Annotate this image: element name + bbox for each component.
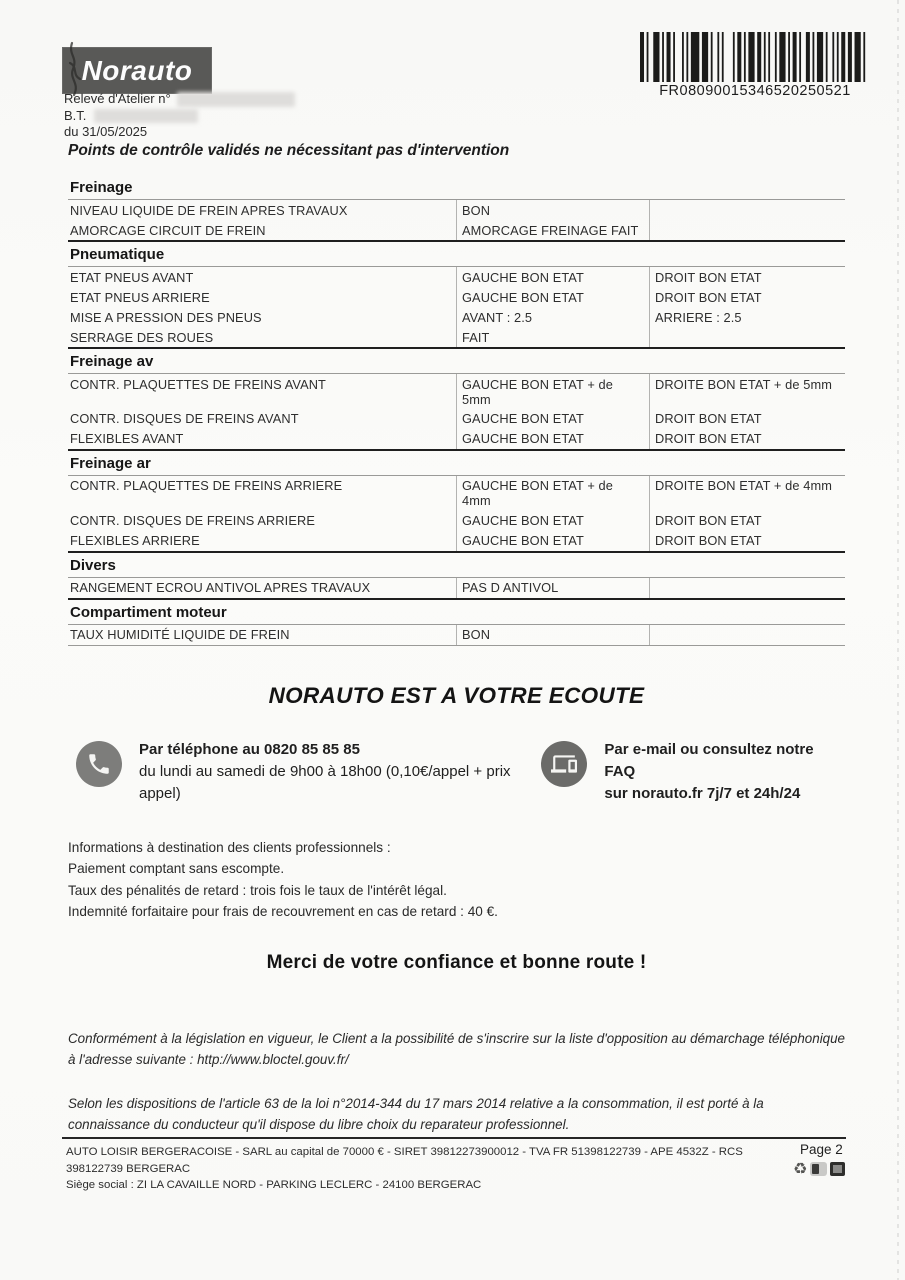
check-label: FLEXIBLES AVANT [70, 431, 184, 447]
section-title: Freinage av [70, 352, 154, 370]
company-address-line: Siège social : ZI LA CAVAILLE NORD - PARKING LECLERC - 24100 BERGERAC [66, 1179, 482, 1191]
devices-icon [541, 741, 587, 787]
check-label: RANGEMENT ECROU ANTIVOL APRES TRAVAUX [70, 580, 371, 596]
check-value-left: BON [456, 200, 649, 220]
check-value-right: DROITE BON ETAT + de 4mm [649, 476, 845, 511]
check-value-left: AVANT : 2.5 [456, 307, 649, 327]
thank-you-message: Merci de votre confiance et bonne route ! [266, 951, 647, 973]
contact-row [68, 739, 845, 805]
releve-label: Relevé d'Atelier n° [64, 91, 171, 106]
table-row [68, 287, 845, 307]
table-row [68, 374, 845, 409]
email-line2: sur norauto.fr 7j/7 et 24h/24 [604, 784, 801, 802]
laptop-phone-glyph [551, 751, 577, 777]
company-footer [66, 1144, 766, 1194]
table-row [68, 625, 845, 645]
listening-heading: NORAUTO EST A VOTRE ECOUTE [268, 682, 645, 708]
section-rows [68, 475, 845, 551]
legal-repair-choice: Selon les dispositions de l'article 63 de la loi n°2014-344 du 17 mars 2014 relative a la consommation, il est porté à la connaissance du conducteur qu'il dispose du libre choix du reparateur professionnel. [68, 1096, 764, 1132]
check-value-right [649, 200, 845, 220]
section-rows [68, 373, 845, 449]
table-row [68, 511, 845, 531]
phone-handset-glyph [86, 751, 112, 777]
check-value-right: DROIT BON ETAT [649, 429, 845, 449]
check-value-right [649, 327, 845, 347]
check-value-left: GAUCHE BON ETAT + de 4mm [456, 476, 649, 511]
table-row [68, 429, 845, 449]
check-value-left: GAUCHE BON ETAT [456, 287, 649, 307]
redacted-releve-number [177, 92, 295, 107]
check-value-left: GAUCHE BON ETAT [456, 429, 649, 449]
bt-line [64, 108, 295, 125]
control-sections [68, 175, 845, 646]
recycle-icon: ♻ [793, 1159, 808, 1178]
page-title: Points de contrôle validés ne nécessitant pas d'intervention [68, 142, 510, 159]
phone-contact [76, 739, 541, 805]
document-meta [64, 91, 295, 141]
section-title: Freinage ar [70, 454, 151, 472]
section-rows [68, 624, 845, 645]
table-row [68, 327, 845, 347]
table-row [68, 200, 845, 220]
table-row [68, 578, 845, 598]
barcode-bars [640, 32, 870, 82]
section-title: Compartiment moteur [70, 603, 227, 621]
phone-icon [76, 741, 122, 787]
pro-info-line: Indemnité forfaitaire pour frais de recouvrement en cas de retard : 40 €. [68, 904, 498, 920]
check-value-right: DROIT BON ETAT [649, 409, 845, 429]
table-row [68, 307, 845, 327]
pro-info-line: Taux des pénalités de retard : trois fois le taux de l'intérêt légal. [68, 882, 447, 898]
section-rows [68, 577, 845, 598]
scan-artifact [897, 0, 899, 1280]
check-label: CONTR. PLAQUETTES DE FREINS ARRIERE [70, 478, 343, 494]
redacted-bt-number [94, 109, 198, 123]
section-title: Divers [70, 556, 116, 574]
email-line1: Par e-mail ou consultez notre FAQ [604, 740, 814, 780]
check-value-right: DROIT BON ETAT [649, 511, 845, 531]
pro-info-line: Informations à destination des clients professionnels : [68, 839, 391, 855]
pro-info-line: Paiement comptant sans escompte. [68, 861, 285, 877]
check-label: SERRAGE DES ROUES [70, 329, 214, 345]
table-row [68, 531, 845, 551]
section-title: Pneumatique [70, 245, 165, 263]
check-value-left: FAIT [456, 327, 649, 347]
control-section [68, 451, 845, 553]
check-value-right: DROIT BON ETAT [649, 267, 845, 287]
check-value-right [649, 625, 845, 645]
legal-bloctel: Conformément à la législation en vigueur, le Client a la possibilité de s'inscrire sur la liste d'opposition au démarchage téléphonique à l'adresse suivante : http://www.bloctel.gouv.fr/ [68, 1031, 846, 1067]
control-section [68, 175, 845, 242]
check-label: FLEXIBLES ARRIERE [70, 533, 200, 549]
norauto-logo [62, 47, 212, 94]
check-label: ETAT PNEUS ARRIERE [70, 289, 210, 305]
table-row [68, 220, 845, 240]
releve-line [64, 91, 295, 108]
check-value-right: ARRIERE : 2.5 [649, 307, 845, 327]
company-legal-line: AUTO LOISIR BERGERACOISE - SARL au capital de 70000 € - SIRET 39812273900012 - TVA FR 51398122739 - APE 4532Z - RCS 398122739 BERGERAC [66, 1146, 743, 1175]
control-section [68, 600, 845, 646]
section-rows [68, 199, 845, 240]
professional-clients-info [68, 837, 845, 923]
phone-line1: Par téléphone au 0820 85 85 85 [139, 740, 360, 758]
check-value-right: DROIT BON ETAT [649, 531, 845, 551]
page-number: Page 2 [800, 1142, 843, 1157]
check-value-left: GAUCHE BON ETAT [456, 409, 649, 429]
check-value-right [649, 578, 845, 598]
control-section [68, 349, 845, 451]
phone-line2: du lundi au samedi de 9h00 à 18h00 (0,10€/appel + prix appel) [139, 762, 511, 802]
check-label: NIVEAU LIQUIDE DE FREIN APRES TRAVAUX [70, 202, 348, 218]
check-label: CONTR. PLAQUETTES DE FREINS AVANT [70, 376, 326, 392]
section-title: Freinage [70, 179, 133, 196]
norauto-logo-text: Norauto [81, 54, 193, 86]
email-contact-text [604, 739, 839, 805]
check-value-left: GAUCHE BON ETAT [456, 511, 649, 531]
check-value-right [649, 220, 845, 240]
stamp-icon [830, 1162, 845, 1176]
barcode [640, 32, 870, 99]
bt-label: B.T. [64, 107, 87, 123]
triman-icon [810, 1162, 827, 1176]
check-value-left: PAS D ANTIVOL [456, 578, 649, 598]
check-value-right: DROIT BON ETAT [649, 287, 845, 307]
check-label: CONTR. DISQUES DE FREINS AVANT [70, 411, 299, 427]
table-row [68, 476, 845, 511]
check-value-left: GAUCHE BON ETAT + de 5mm [456, 374, 649, 409]
check-label: CONTR. DISQUES DE FREINS ARRIERE [70, 513, 315, 529]
check-label: ETAT PNEUS AVANT [70, 269, 194, 285]
section-rows [68, 266, 845, 347]
barcode-number: FR08090015346520250521 [659, 83, 851, 99]
control-section [68, 553, 845, 600]
email-contact [541, 739, 839, 805]
check-value-left: GAUCHE BON ETAT [456, 531, 649, 551]
footer-separator [62, 1137, 846, 1139]
check-value-left: BON [456, 625, 649, 645]
table-row [68, 267, 845, 287]
check-label: MISE A PRESSION DES PNEUS [70, 309, 262, 325]
table-row [68, 409, 845, 429]
check-label: AMORCAGE CIRCUIT DE FREIN [70, 222, 266, 238]
report-content [68, 142, 845, 974]
check-value-left: AMORCAGE FREINAGE FAIT [456, 220, 649, 240]
phone-contact-text [139, 739, 541, 805]
legal-notices [68, 1028, 848, 1135]
check-label: TAUX HUMIDITÉ LIQUIDE DE FREIN [70, 627, 290, 643]
date-line: du 31/05/2025 [64, 124, 148, 139]
check-value-left: GAUCHE BON ETAT [456, 267, 649, 287]
control-section [68, 242, 845, 349]
check-value-right: DROITE BON ETAT + de 5mm [649, 374, 845, 409]
footer-icons [793, 1161, 845, 1177]
